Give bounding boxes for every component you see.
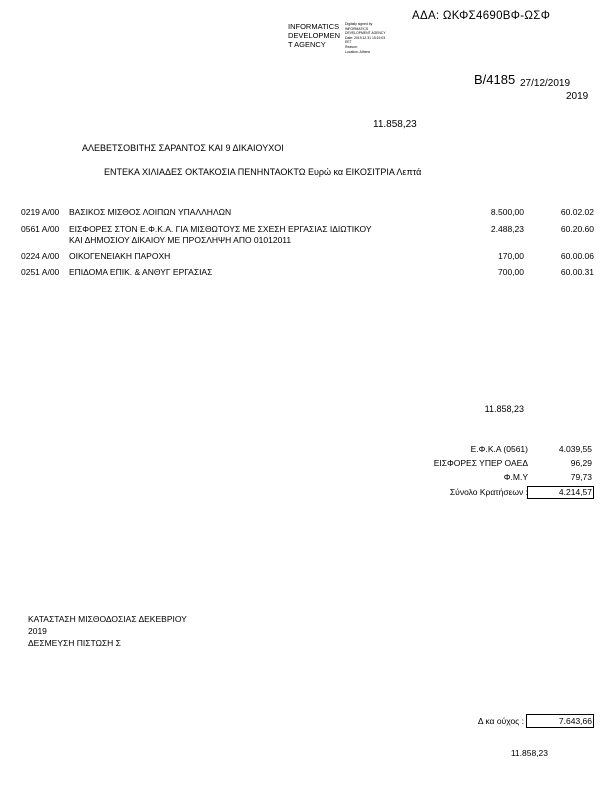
line-code: 0251 Α/00	[21, 267, 60, 277]
deduction-label: Ε.Φ.Κ.Α (0561)	[470, 444, 528, 454]
net-payable-label: Δ κα ούχος :	[477, 716, 524, 726]
line-code: 0224 Α/00	[21, 251, 60, 261]
lines-subtotal: 11.858,23	[484, 404, 524, 414]
beneficiary-name: ΑΛΕΒΕΤΣΟΒΙΤΗΣ ΣΑΡΑΝΤΟΣ ΚΑΙ 9 ΔΙΚΑΙΟΥΧΟΙ	[82, 143, 284, 153]
line-description: ΕΠΙΔΟΜΑ ΕΠΙΚ. & ΑΝΘΥΓ ΕΡΓΑΣΙΑΣ	[69, 267, 213, 277]
deductions-total-value: 4.214,57	[558, 487, 592, 497]
signature-org-line: T AGENCY	[288, 40, 326, 49]
line-description: ΒΑΣΙΚΟΣ ΜΙΣΘΟΣ ΛΟΙΠΩΝ ΥΠΑΛΛΗΛΩΝ	[69, 207, 232, 217]
signature-detail-line: EET	[345, 40, 352, 45]
deductions-total-label: Σύνολο Κρατήσεων :	[449, 487, 528, 497]
deduction-value: 79,73	[570, 472, 592, 482]
signature-org-line: INFORMATICS	[288, 22, 340, 31]
line-description: ΕΙΣΦΟΡΕΣ ΣΤΟΝ Ε.Φ.Κ.Α. ΓΙΑ ΜΙΣΘΩΤΟΥΣ ΜΕ ΣΧΕΣΗ ΕΡΓΑΣΙΑΣ ΙΔΙΩΤΙΚΟΥ	[69, 224, 372, 234]
line-amount: 8.500,00	[490, 207, 524, 217]
signature-detail-line: INFORMATICS	[345, 26, 369, 31]
signature-detail-line: Location: Athens	[345, 49, 371, 54]
grand-total: 11.858,23	[510, 748, 548, 758]
digital-signature-stamp	[288, 22, 413, 62]
amount-in-words: ΕΝΤΕΚΑ ΧΙΛΙΑΔΕΣ ΟΚΤΑΚΟΣΙΑ ΠΕΝΗΝΤΑΟΚΤΩ Ευρώ κα ΕΙΚΟΣΙΤΡΙΑ Λεπτά	[104, 167, 422, 177]
line-amount: 700,00	[498, 267, 524, 277]
line-account-code: 60.00.06	[560, 251, 594, 261]
deduction-label: Φ.Μ.Υ	[503, 472, 528, 482]
line-account-code: 60.20.60	[560, 224, 594, 234]
deduction-value: 96,29	[570, 458, 592, 468]
line-description: ΟΙΚΟΓΕΝΕΙΑΚΗ ΠΑΡΟΧΗ	[69, 251, 171, 261]
line-description-continued: ΚΑΙ ΔΗΜΟΣΙΟΥ ΔΙΚΑΙΟΥ ΜΕ ΠΡΟΣΛΗΨΗ ΑΠΟ 01012011	[69, 235, 292, 245]
signature-details	[345, 22, 386, 54]
signature-detail-line: Date: 2019.12.31 15:19:03	[345, 35, 386, 40]
payment-amount: 11.858,23	[373, 119, 417, 130]
signature-org-line: DEVELOPMEN	[288, 31, 341, 40]
deduction-value: 4.039,55	[558, 444, 592, 454]
note-line: ΔΕΣΜΕΥΣΗ ΠΙΣΤΩΣΗ Σ	[28, 638, 121, 648]
signature-detail-line: DEVELOPMENT AGENCY	[345, 31, 386, 36]
signature-org	[288, 22, 340, 49]
deduction-label: ΕΙΣΦΟΡΕΣ ΥΠΕΡ ΟΑΕΔ	[433, 458, 528, 468]
note-line: 2019	[28, 626, 47, 636]
signature-detail-line: Digitally signed by	[345, 22, 373, 26]
signature-detail-line: Reason:	[345, 44, 358, 49]
line-account-code: 60.02.02	[560, 207, 594, 217]
line-amount: 170,00	[498, 251, 524, 261]
line-amount: 2.488,23	[490, 224, 524, 234]
note-line: ΚΑΤΑΣΤΑΣΗ ΜΙΣΘΟΔΟΣΙΑΣ ΔΕΚΕΒΡΙΟΥ	[28, 614, 187, 624]
reference-date: 27/12/2019	[520, 78, 571, 89]
ada-code: ΑΔΑ: ΩΚΦΣ4690ΒΦ-ΩΣΦ	[412, 10, 551, 22]
fiscal-year: 2019	[566, 91, 589, 102]
reference-number: Β/4185	[474, 72, 516, 87]
line-code: 0219 Α/00	[21, 207, 60, 217]
net-payable-value: 7.643,66	[558, 716, 592, 726]
line-code: 0561 Α/00	[21, 224, 60, 234]
line-account-code: 60.00.31	[560, 267, 594, 277]
